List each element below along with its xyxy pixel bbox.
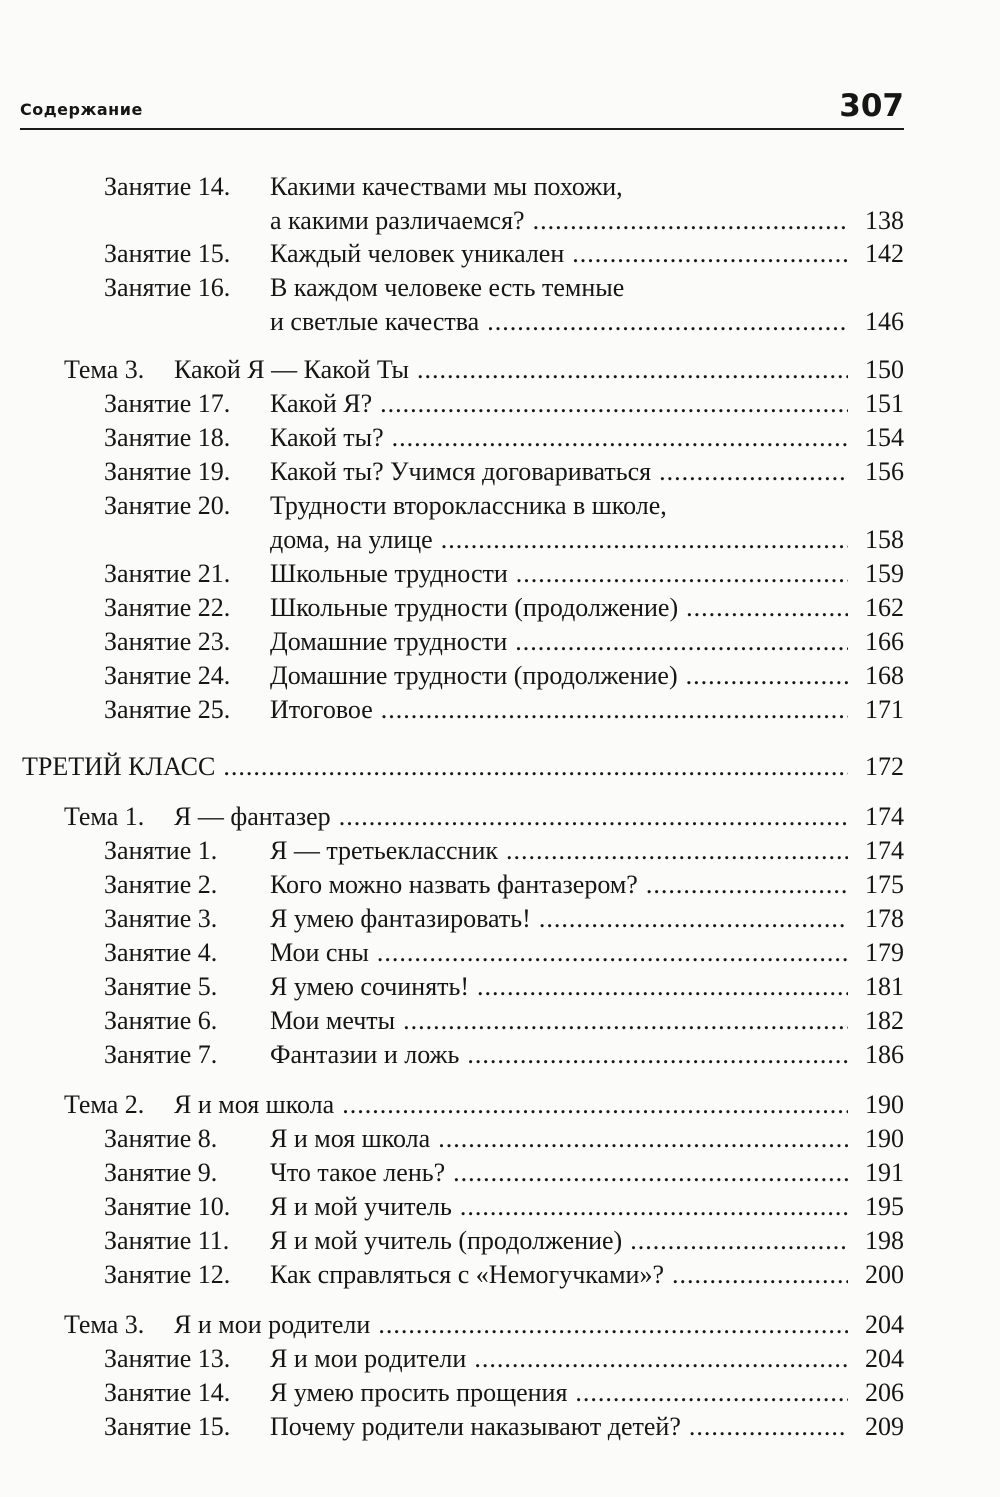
- toc-lesson: [0, 1224, 1000, 1258]
- toc-entry-number: Занятие 14.: [104, 1378, 231, 1407]
- toc-entry-title: Я и мои родители: [174, 1310, 371, 1339]
- toc-lesson: [0, 421, 1000, 455]
- toc-leader-dots: [223, 750, 848, 784]
- toc-leader-dots: [539, 902, 848, 936]
- toc-entry-number: Тема 1.: [64, 802, 145, 831]
- toc-topic: [0, 800, 1000, 834]
- toc-entry-number: Занятие 10.: [104, 1192, 231, 1221]
- toc-lesson: [0, 387, 1000, 421]
- toc-page-number: 174: [865, 802, 904, 831]
- toc-entry-number: Занятие 9.: [104, 1158, 218, 1187]
- toc-leader-dots: [403, 1004, 848, 1038]
- toc-entry-number: Занятие 1.: [104, 836, 218, 865]
- toc-page-number: 200: [865, 1260, 904, 1289]
- toc-leader-dots: [575, 1376, 848, 1410]
- toc-leader-dots: [467, 1038, 848, 1072]
- toc-entry-title: Я — третьеклассник: [270, 836, 499, 865]
- toc-entry-number: Занятие 18.: [104, 423, 231, 452]
- toc-entry-title: Мои сны: [270, 938, 369, 967]
- toc-entry-number: Занятие 3.: [104, 904, 218, 933]
- toc-entry-title: Что такое лень?: [270, 1158, 446, 1187]
- toc-entry-title: Трудности второклассника в школе,: [270, 491, 667, 520]
- toc-leader-dots: [380, 387, 848, 421]
- toc-leader-dots: [381, 693, 848, 727]
- toc-topic: [0, 1308, 1000, 1342]
- toc-lesson: [0, 1004, 1000, 1038]
- toc-leader-dots: [630, 1224, 848, 1258]
- toc-entry-number: Тема 3.: [64, 355, 145, 384]
- toc-entry-title: Почему родители наказывают детей?: [270, 1412, 681, 1441]
- toc-page-number: 190: [865, 1090, 904, 1119]
- toc-page-number: 171: [865, 695, 904, 724]
- toc-page-number: 206: [865, 1378, 904, 1407]
- toc-page-number: 151: [865, 389, 904, 418]
- toc-entry-number: Занятие 13.: [104, 1344, 231, 1373]
- toc-lesson: [0, 1376, 1000, 1410]
- toc-entry-title: В каждом человеке есть темные: [270, 273, 625, 302]
- toc-leader-dots: [438, 1122, 848, 1156]
- toc-lesson: [0, 271, 1000, 339]
- toc-leader-dots: [474, 1342, 848, 1376]
- toc-entry-title: Какими качествами мы похожи,: [270, 172, 623, 201]
- toc-entry-title: Школьные трудности: [270, 559, 508, 588]
- toc-page-number: 174: [865, 836, 904, 865]
- toc-entry-title: Какой Я?: [270, 389, 373, 418]
- toc-page-number: 204: [865, 1310, 904, 1339]
- toc-entry-number: Занятие 11.: [104, 1226, 230, 1255]
- toc-page-number: 186: [865, 1040, 904, 1069]
- toc-entry-title: Какой ты? Учимся договариваться: [270, 457, 652, 486]
- toc-lesson: [0, 693, 1000, 727]
- toc-entry-number: Занятие 7.: [104, 1040, 218, 1069]
- page-number: 307: [839, 88, 904, 124]
- toc-entry-title: Я и моя школа: [174, 1090, 335, 1119]
- toc-entry-title: Какой Я — Какой Ты: [174, 355, 409, 384]
- toc-entry-number: Занятие 25.: [104, 695, 231, 724]
- toc-page-number: 204: [865, 1344, 904, 1373]
- toc-lesson: [0, 625, 1000, 659]
- toc-lesson: [0, 868, 1000, 902]
- toc-entry-title-continued: и светлые качества: [270, 307, 480, 336]
- toc-page-number: 138: [865, 206, 904, 235]
- toc-lesson: [0, 970, 1000, 1004]
- toc-leader-dots: [460, 1190, 848, 1224]
- toc-entry-number: Занятие 5.: [104, 972, 218, 1001]
- toc-lesson: [0, 1342, 1000, 1376]
- toc-leader-dots: [686, 659, 848, 693]
- toc-lesson: [0, 1156, 1000, 1190]
- toc-page-number: 190: [865, 1124, 904, 1153]
- toc-leader-dots: [487, 305, 848, 339]
- toc-lesson: [0, 455, 1000, 489]
- toc-lesson: [0, 902, 1000, 936]
- toc-lesson: [0, 1258, 1000, 1292]
- toc-leader-dots: [339, 800, 848, 834]
- toc-page-number: 159: [865, 559, 904, 588]
- toc-entry-title-continued: дома, на улице: [270, 525, 433, 554]
- toc-entry-number: Занятие 2.: [104, 870, 218, 899]
- toc-entry-number: Занятие 4.: [104, 938, 218, 967]
- toc-page-number: 154: [865, 423, 904, 452]
- toc-leader-dots: [417, 353, 848, 387]
- toc-entry-title: Я и мои родители: [270, 1344, 467, 1373]
- toc-lesson: [0, 170, 1000, 238]
- toc-entry-number: Занятие 15.: [104, 1412, 231, 1441]
- toc-leader-dots: [689, 1410, 848, 1444]
- toc-page-number: 142: [865, 239, 904, 268]
- toc-leader-dots: [516, 557, 848, 591]
- toc-entry-title: Как справляться с «Немогучками»?: [270, 1260, 664, 1289]
- toc-leader-dots: [477, 970, 848, 1004]
- toc-entry-number: Занятие 8.: [104, 1124, 218, 1153]
- toc-entry-title: Школьные трудности (продолжение): [270, 593, 679, 622]
- toc-entry-title: Мои мечты: [270, 1006, 396, 1035]
- toc-page-number: 175: [865, 870, 904, 899]
- toc-lesson: [0, 1122, 1000, 1156]
- toc-page-number: 179: [865, 938, 904, 967]
- toc-leader-dots: [506, 834, 848, 868]
- toc-leader-dots: [392, 421, 848, 455]
- toc-topic: [0, 1088, 1000, 1122]
- toc-entry-number: Занятие 6.: [104, 1006, 218, 1035]
- toc-entry-title: Какой ты?: [270, 423, 384, 452]
- toc-entry-title: Я и мой учитель: [270, 1192, 452, 1221]
- toc-leader-dots: [646, 868, 848, 902]
- running-header: [20, 84, 904, 130]
- toc-page-number: 172: [865, 752, 904, 781]
- toc-page-number: 166: [865, 627, 904, 656]
- toc-entry-number: Занятие 17.: [104, 389, 231, 418]
- toc-entry-number: Занятие 22.: [104, 593, 231, 622]
- toc-lesson: [0, 1190, 1000, 1224]
- toc-page-number: 191: [865, 1158, 904, 1187]
- toc-topic: [0, 353, 1000, 387]
- toc-lesson: [0, 489, 1000, 557]
- toc-entry-number: Занятие 15.: [104, 239, 231, 268]
- toc-leader-dots: [453, 1156, 848, 1190]
- toc-entry-title: Я умею просить прощения: [270, 1378, 568, 1407]
- toc-page-number: 162: [865, 593, 904, 622]
- toc-leader-dots: [672, 1258, 848, 1292]
- toc-lesson: [0, 1410, 1000, 1444]
- toc-page-number: 198: [865, 1226, 904, 1255]
- toc-page-number: 168: [865, 661, 904, 690]
- toc-page-number: 209: [865, 1412, 904, 1441]
- toc-entry-title: Я умею фантазировать!: [270, 904, 531, 933]
- toc-page-number: 181: [865, 972, 904, 1001]
- toc-entry-title: Я и мой учитель (продолжение): [270, 1226, 623, 1255]
- toc-leader-dots: [572, 237, 848, 271]
- toc-entry-title: Домашние трудности (продолжение): [270, 661, 678, 690]
- toc-entry-number: Занятие 20.: [104, 491, 231, 520]
- toc-lesson: [0, 659, 1000, 693]
- toc-lesson: [0, 936, 1000, 970]
- toc-page-number: 182: [865, 1006, 904, 1035]
- toc-entry-title: Итоговое: [270, 695, 373, 724]
- toc-entry-title: Фантазии и ложь: [270, 1040, 460, 1069]
- toc-lesson: [0, 557, 1000, 591]
- toc-entry-title: Каждый человек уникален: [270, 239, 565, 268]
- toc-entry-number: Занятие 16.: [104, 273, 231, 302]
- toc-entry-title: Я умею сочинять!: [270, 972, 470, 1001]
- toc-page-number: 156: [865, 457, 904, 486]
- toc-part: [0, 750, 1000, 784]
- toc-page-number: 158: [865, 525, 904, 554]
- toc-leader-dots: [441, 523, 848, 557]
- toc-entry-title: Кого можно назвать фантазером?: [270, 870, 638, 899]
- toc-entry-number: Тема 3.: [64, 1310, 145, 1339]
- toc-entry-number: Занятие 14.: [104, 172, 231, 201]
- toc-entry-number: Занятие 23.: [104, 627, 231, 656]
- toc-entry-title: ТРЕТИЙ КЛАСС: [22, 752, 216, 781]
- toc-entry-number: Занятие 12.: [104, 1260, 231, 1289]
- toc-leader-dots: [659, 455, 848, 489]
- toc-entry-number: Занятие 19.: [104, 457, 231, 486]
- toc-entry-title: Я и моя школа: [270, 1124, 431, 1153]
- toc-page-number: 150: [865, 355, 904, 384]
- toc-lesson: [0, 834, 1000, 868]
- toc-leader-dots: [515, 625, 848, 659]
- toc-page-number: 146: [865, 307, 904, 336]
- toc-page-number: 195: [865, 1192, 904, 1221]
- toc-page-number: 178: [865, 904, 904, 933]
- toc-entry-title: Я — фантазер: [174, 802, 331, 831]
- toc-lesson: [0, 1038, 1000, 1072]
- toc-entry-number: Занятие 21.: [104, 559, 231, 588]
- toc-entry-title: Домашние трудности: [270, 627, 508, 656]
- toc-leader-dots: [378, 1308, 848, 1342]
- toc-lesson: [0, 237, 1000, 271]
- toc-lesson: [0, 591, 1000, 625]
- toc-leader-dots: [342, 1088, 848, 1122]
- toc-entry-number: Занятие 24.: [104, 661, 231, 690]
- toc-leader-dots: [377, 936, 848, 970]
- toc-entry-title-continued: а какими различаемся?: [270, 206, 525, 235]
- toc-entry-number: Тема 2.: [64, 1090, 145, 1119]
- toc-leader-dots: [533, 204, 848, 238]
- section-title: Содержание: [20, 100, 143, 119]
- toc-leader-dots: [686, 591, 848, 625]
